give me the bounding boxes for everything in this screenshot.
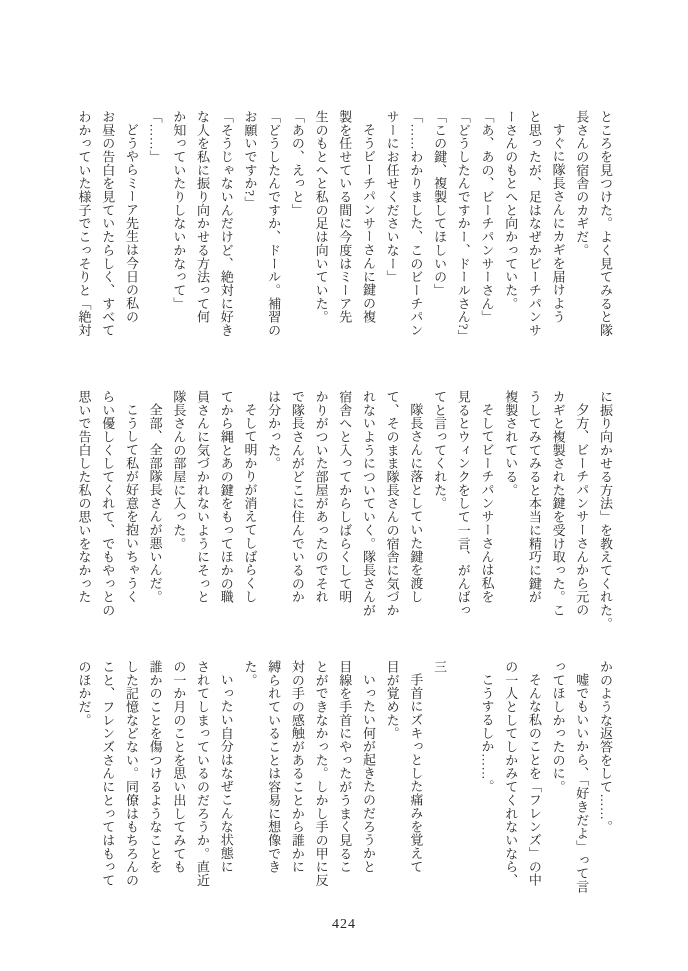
text-line: て、そのまま隊長さんの宿舎に気づか xyxy=(384,390,400,617)
text-line: 員さんに気づかれないようにそっと xyxy=(195,390,211,604)
text-line: 対の手の感触があることから誰かに xyxy=(289,660,305,874)
text-line: 手首にズキっとした痛みを覚えて xyxy=(408,673,424,874)
text-line: の一人としてしかみてくれないなら、 xyxy=(503,660,519,887)
text-line: か知っていたりしないかなって」 xyxy=(171,110,187,311)
text-line: 思いで告白した私の思いをなかった xyxy=(76,390,92,604)
text-block-middle xyxy=(71,390,617,631)
text-line: 生のもとへと私の足は向いていた。 xyxy=(313,110,329,324)
text-line: 「……」 xyxy=(147,110,163,164)
text-line: こうして私が好意を抱いちゃうく xyxy=(123,403,139,604)
text-line: そんな私のことを「フレンズ」の中 xyxy=(526,673,542,887)
page-number: 424 xyxy=(332,917,356,932)
text-line: 「……わかりました、このビーチパン xyxy=(408,110,424,337)
text-line: 見るとウィンクをして一言、がんばっ xyxy=(455,390,471,617)
text-line: こうするしか……。 xyxy=(479,673,495,794)
text-line: ところを見つけた。よく見てみると隊 xyxy=(598,110,613,337)
text-line: お昼の告白を見ていたらしく、すべて xyxy=(100,110,116,337)
text-line: の一か月のことを思い出してみても xyxy=(171,660,187,874)
section-heading: 三 xyxy=(432,660,448,674)
text-line: 目線を手首にやったがうまく見るこ xyxy=(337,660,353,874)
text-line: と思ったが、足はなぜかビーチパンサ xyxy=(526,110,542,337)
text-line: うしてみてみると本当に精巧に鍵が xyxy=(526,390,542,604)
text-line: な人を私に振り向かせる方法って何 xyxy=(195,110,211,324)
text-line: した記憶などない。同僚はもちろんの xyxy=(123,660,139,887)
text-line: いったい自分はなぜこんな状態に xyxy=(218,673,234,874)
text-line: 「この鍵、複製してほしいの」 xyxy=(432,110,448,297)
text-line: わかっていた様子でこっそりと「絶対 xyxy=(76,110,92,337)
text-line: らい優しくしてくれて、でもやっとの xyxy=(100,390,116,617)
text-line: 嘘でもいいから、「好きだよ」って言 xyxy=(574,673,590,894)
text-line: で隊長さんがどこに住んでいるのか xyxy=(289,390,305,604)
text-line: 「あ、あの、ビーチパンサーさん」 xyxy=(479,110,495,324)
text-line: は分かった。 xyxy=(266,390,282,471)
text-line: てと言ってくれた。 xyxy=(432,390,448,511)
text-line: サーにお任せくださいなー」 xyxy=(384,110,400,284)
text-block-top xyxy=(71,110,617,344)
text-line: 長さんの宿舎のカギだ。 xyxy=(574,110,590,257)
text-line: そして明かりが消えてしばらくし xyxy=(242,403,258,604)
text-line: いったい何が起きたのだろうかと xyxy=(360,673,376,874)
text-line: ーさんのもとへと向かっていた。 xyxy=(503,110,519,311)
text-line: どうやらミーア先生は今日の私の xyxy=(123,123,139,324)
text-line: 隊長さんに落としていた鍵を渡し xyxy=(408,403,424,604)
text-line: 「どうしたんですかー、ドールさん?」 xyxy=(455,110,471,344)
text-line: 「どうしたんですか、ドール。補習の xyxy=(266,110,282,337)
text-line: 全部、全部隊長さんが悪いんだ。 xyxy=(147,403,163,604)
text-line: 「そうじゃないんだけど、絶対に好き xyxy=(218,110,234,337)
text-line: に振り向かせる方法」を教えてくれた。 xyxy=(598,390,613,631)
text-line: 夕方、ビーチパンサーさんから元の xyxy=(574,403,590,617)
text-line: こと、フレンズさんにとってはもって xyxy=(100,660,116,887)
text-line: てから縄とあの鍵をもってほかの職 xyxy=(218,390,234,604)
text-block-bottom xyxy=(71,660,617,894)
text-line: すぐに隊長さんにカギを届けよう xyxy=(550,123,566,324)
text-line: そうビーチパンサーさんに鍵の複 xyxy=(360,123,376,324)
text-line: されてしまっているのだろうか。直近 xyxy=(195,660,211,887)
text-line: かのような返答をして……。 xyxy=(598,660,613,834)
blank-line xyxy=(451,660,475,894)
text-line: 製を任せている間に今度はミーア先 xyxy=(337,110,353,324)
text-line: 縛られていることは容易に想像でき xyxy=(266,660,282,874)
text-line: た。 xyxy=(242,660,258,687)
text-line: ってほしかったのに。 xyxy=(550,660,566,794)
text-line: 目が覚めた。 xyxy=(384,660,400,741)
text-line: 複製されている。 xyxy=(503,390,519,497)
text-line: かりがついた部屋があったのでそれ xyxy=(313,390,329,604)
text-line: 隊長さんの部屋に入った。 xyxy=(171,390,187,551)
text-line: のほかだ。 xyxy=(76,660,92,727)
text-line: とができなかった。しかし手の甲に反 xyxy=(313,660,329,887)
text-line: 宿舎へと入ってからしばらくして明 xyxy=(337,390,353,604)
text-line: カギと複製された鍵を受け取った。こ xyxy=(550,390,566,617)
text-line: 誰かのことを傷つけるようなことを xyxy=(147,660,163,874)
text-line: そしてビーチパンサーさんは私を xyxy=(479,403,495,604)
text-line: お願いですか?」 xyxy=(242,110,258,210)
text-line: 「あの、えっと」 xyxy=(289,110,305,217)
text-line: れないようについていく。隊長さんが xyxy=(360,390,376,617)
